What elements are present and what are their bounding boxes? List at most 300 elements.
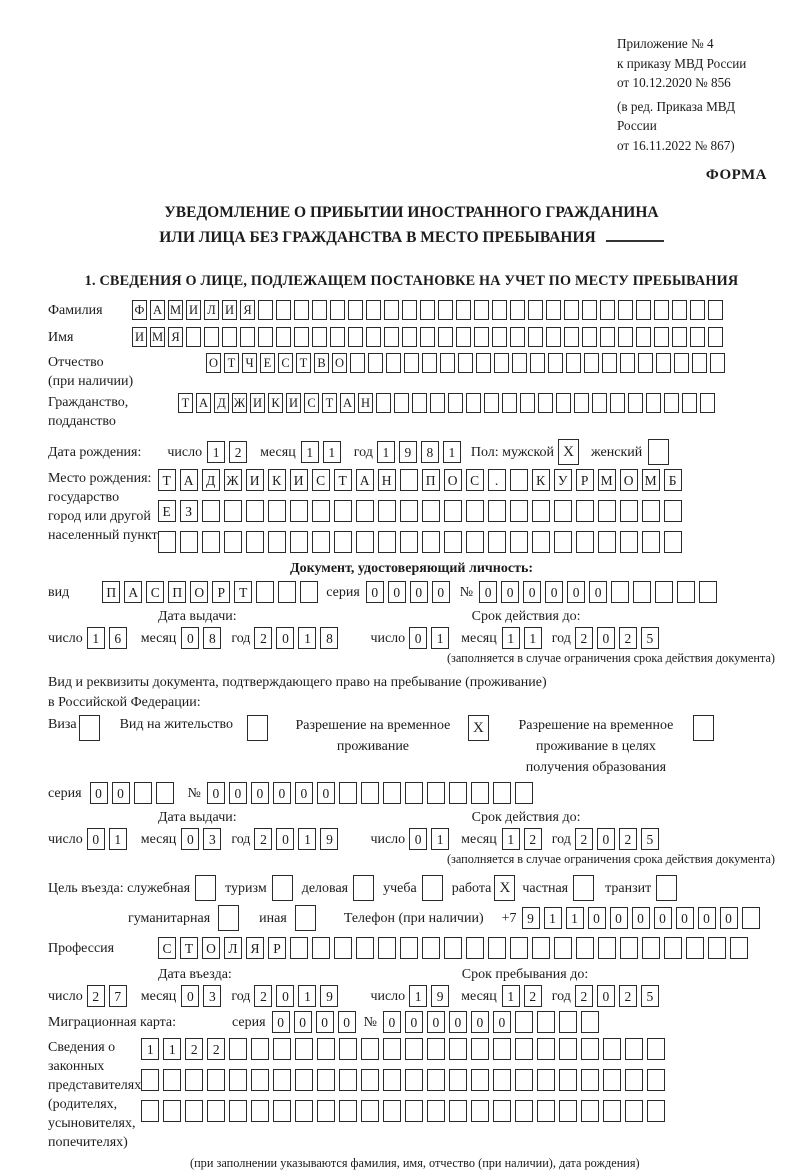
char-box[interactable]: О [206, 353, 221, 373]
char-box[interactable] [383, 782, 401, 804]
char-box[interactable]: И [132, 327, 147, 347]
char-box[interactable] [532, 500, 550, 522]
char-box[interactable] [456, 300, 471, 320]
char-box[interactable] [620, 937, 638, 959]
char-box[interactable] [584, 353, 599, 373]
char-box[interactable]: 1 [298, 828, 316, 850]
char-box[interactable]: Т [234, 581, 252, 603]
char-box[interactable] [474, 327, 489, 347]
char-box[interactable] [742, 907, 760, 929]
char-box[interactable] [510, 531, 528, 553]
char-box[interactable]: 1 [323, 441, 341, 463]
char-box[interactable] [532, 937, 550, 959]
char-box[interactable]: 0 [229, 782, 247, 804]
char-box[interactable]: 1 [544, 907, 562, 929]
char-box[interactable]: 8 [203, 627, 221, 649]
char-box[interactable] [654, 327, 669, 347]
char-box[interactable] [258, 300, 273, 320]
char-box[interactable]: 0 [276, 828, 294, 850]
char-box[interactable] [493, 1100, 511, 1122]
sex-female-checkbox[interactable] [648, 439, 669, 465]
char-box[interactable]: 1 [301, 441, 319, 463]
char-box[interactable] [383, 1100, 401, 1122]
char-box[interactable]: 1 [207, 441, 225, 463]
char-box[interactable] [456, 327, 471, 347]
char-box[interactable] [294, 300, 309, 320]
char-box[interactable] [581, 1069, 599, 1091]
char-box[interactable] [674, 353, 689, 373]
residence-permit-checkbox[interactable] [247, 715, 268, 741]
temp-residence-edu-checkbox[interactable] [693, 715, 714, 741]
char-box[interactable]: О [190, 581, 208, 603]
char-box[interactable] [229, 1038, 247, 1060]
char-box[interactable] [330, 300, 345, 320]
char-box[interactable] [647, 1069, 665, 1091]
char-box[interactable]: М [642, 469, 660, 491]
char-box[interactable]: 0 [317, 782, 335, 804]
char-box[interactable]: 3 [203, 828, 221, 850]
char-box[interactable]: И [222, 300, 237, 320]
char-box[interactable] [448, 393, 463, 413]
char-box[interactable] [339, 1069, 357, 1091]
char-box[interactable] [576, 937, 594, 959]
char-box[interactable] [655, 581, 673, 603]
char-box[interactable]: Л [204, 300, 219, 320]
char-box[interactable] [537, 1011, 555, 1033]
char-box[interactable]: 0 [181, 985, 199, 1007]
char-box[interactable] [532, 531, 550, 553]
char-box[interactable] [581, 1038, 599, 1060]
char-box[interactable] [528, 327, 543, 347]
char-box[interactable] [202, 500, 220, 522]
char-box[interactable]: 1 [431, 828, 449, 850]
char-box[interactable] [356, 531, 374, 553]
char-box[interactable] [295, 1100, 313, 1122]
char-box[interactable]: М [168, 300, 183, 320]
temp-residence-checkbox[interactable]: X [468, 715, 489, 741]
char-box[interactable] [520, 393, 535, 413]
char-box[interactable] [493, 782, 511, 804]
char-box[interactable]: О [332, 353, 347, 373]
char-box[interactable]: 2 [619, 627, 637, 649]
char-box[interactable] [427, 1038, 445, 1060]
char-box[interactable]: О [620, 469, 638, 491]
visa-checkbox[interactable] [79, 715, 100, 741]
char-box[interactable] [494, 353, 509, 373]
char-box[interactable] [405, 1100, 423, 1122]
char-box[interactable]: Ф [132, 300, 147, 320]
char-box[interactable] [427, 782, 445, 804]
char-box[interactable]: 0 [405, 1011, 423, 1033]
char-box[interactable]: 0 [90, 782, 108, 804]
char-box[interactable] [537, 1038, 555, 1060]
char-box[interactable]: Е [158, 500, 176, 522]
char-box[interactable]: Т [334, 469, 352, 491]
char-box[interactable] [654, 300, 669, 320]
char-box[interactable] [620, 500, 638, 522]
char-box[interactable]: 2 [254, 828, 272, 850]
char-box[interactable]: 0 [273, 782, 291, 804]
char-box[interactable]: 0 [112, 782, 130, 804]
char-box[interactable] [636, 327, 651, 347]
char-box[interactable]: 1 [566, 907, 584, 929]
char-box[interactable] [156, 782, 174, 804]
char-box[interactable] [546, 327, 561, 347]
char-box[interactable] [356, 937, 374, 959]
char-box[interactable] [581, 1100, 599, 1122]
char-box[interactable]: А [180, 469, 198, 491]
char-box[interactable] [484, 393, 499, 413]
char-box[interactable]: 0 [207, 782, 225, 804]
char-box[interactable] [420, 327, 435, 347]
char-box[interactable] [334, 937, 352, 959]
char-box[interactable] [554, 937, 572, 959]
char-box[interactable] [598, 531, 616, 553]
char-box[interactable] [566, 353, 581, 373]
char-box[interactable]: 1 [109, 828, 127, 850]
char-box[interactable]: 0 [410, 581, 428, 603]
char-box[interactable]: 2 [87, 985, 105, 1007]
char-box[interactable] [405, 1069, 423, 1091]
char-box[interactable]: П [168, 581, 186, 603]
char-box[interactable] [207, 1100, 225, 1122]
char-box[interactable] [444, 531, 462, 553]
char-box[interactable] [405, 1038, 423, 1060]
char-box[interactable] [512, 353, 527, 373]
char-box[interactable]: Н [378, 469, 396, 491]
char-box[interactable]: О [202, 937, 220, 959]
char-box[interactable]: 0 [272, 1011, 290, 1033]
char-box[interactable]: И [246, 469, 264, 491]
char-box[interactable] [276, 300, 291, 320]
char-box[interactable]: 0 [720, 907, 738, 929]
char-box[interactable]: 0 [181, 828, 199, 850]
char-box[interactable] [268, 531, 286, 553]
char-box[interactable]: Т [322, 393, 337, 413]
char-box[interactable] [530, 353, 545, 373]
char-box[interactable] [376, 393, 391, 413]
char-box[interactable]: И [286, 393, 301, 413]
char-box[interactable] [384, 327, 399, 347]
purpose-tourism-checkbox[interactable] [272, 875, 293, 901]
char-box[interactable] [564, 300, 579, 320]
char-box[interactable]: 2 [207, 1038, 225, 1060]
char-box[interactable] [400, 937, 418, 959]
char-box[interactable] [402, 300, 417, 320]
char-box[interactable] [493, 1069, 511, 1091]
char-box[interactable] [642, 937, 660, 959]
char-box[interactable] [348, 300, 363, 320]
char-box[interactable] [625, 1038, 643, 1060]
char-box[interactable]: 1 [377, 441, 395, 463]
char-box[interactable] [574, 393, 589, 413]
char-box[interactable] [258, 327, 273, 347]
char-box[interactable] [386, 353, 401, 373]
char-box[interactable] [664, 500, 682, 522]
char-box[interactable]: 1 [298, 627, 316, 649]
char-box[interactable] [317, 1069, 335, 1091]
char-box[interactable] [493, 1038, 511, 1060]
char-box[interactable] [366, 300, 381, 320]
char-box[interactable] [611, 581, 629, 603]
char-box[interactable]: Я [168, 327, 183, 347]
purpose-official-checkbox[interactable] [195, 875, 216, 901]
char-box[interactable]: У [554, 469, 572, 491]
char-box[interactable] [656, 353, 671, 373]
char-box[interactable]: 0 [251, 782, 269, 804]
char-box[interactable] [642, 531, 660, 553]
char-box[interactable] [378, 500, 396, 522]
char-box[interactable]: 0 [383, 1011, 401, 1033]
char-box[interactable]: В [314, 353, 329, 373]
char-box[interactable] [383, 1038, 401, 1060]
char-box[interactable] [339, 1100, 357, 1122]
char-box[interactable] [312, 937, 330, 959]
char-box[interactable] [603, 1100, 621, 1122]
char-box[interactable] [422, 353, 437, 373]
char-box[interactable]: 2 [185, 1038, 203, 1060]
char-box[interactable] [400, 469, 418, 491]
char-box[interactable] [466, 937, 484, 959]
char-box[interactable] [404, 353, 419, 373]
char-box[interactable]: 1 [443, 441, 461, 463]
char-box[interactable]: 0 [276, 627, 294, 649]
char-box[interactable] [620, 531, 638, 553]
char-box[interactable] [290, 500, 308, 522]
char-box[interactable]: Е [260, 353, 275, 373]
char-box[interactable]: 0 [589, 581, 607, 603]
char-box[interactable]: 1 [298, 985, 316, 1007]
char-box[interactable]: 0 [610, 907, 628, 929]
char-box[interactable]: 5 [641, 985, 659, 1007]
char-box[interactable] [708, 327, 723, 347]
char-box[interactable] [510, 937, 528, 959]
char-box[interactable]: М [598, 469, 616, 491]
char-box[interactable] [488, 500, 506, 522]
char-box[interactable] [625, 1100, 643, 1122]
char-box[interactable] [692, 353, 707, 373]
char-box[interactable]: М [150, 327, 165, 347]
char-box[interactable]: 0 [409, 828, 427, 850]
char-box[interactable] [295, 1038, 313, 1060]
char-box[interactable] [134, 782, 152, 804]
char-box[interactable] [449, 1038, 467, 1060]
char-box[interactable]: Т [296, 353, 311, 373]
char-box[interactable]: Д [202, 469, 220, 491]
char-box[interactable] [402, 327, 417, 347]
purpose-humanitarian-checkbox[interactable] [218, 905, 239, 931]
char-box[interactable] [592, 393, 607, 413]
char-box[interactable] [366, 327, 381, 347]
char-box[interactable] [618, 300, 633, 320]
char-box[interactable] [610, 393, 625, 413]
char-box[interactable]: Н [358, 393, 373, 413]
char-box[interactable] [620, 353, 635, 373]
char-box[interactable]: 2 [619, 985, 637, 1007]
char-box[interactable] [700, 393, 715, 413]
char-box[interactable] [334, 500, 352, 522]
char-box[interactable]: 0 [597, 985, 615, 1007]
char-box[interactable] [682, 393, 697, 413]
char-box[interactable] [672, 327, 687, 347]
char-box[interactable] [330, 327, 345, 347]
char-box[interactable] [598, 500, 616, 522]
char-box[interactable] [251, 1100, 269, 1122]
char-box[interactable]: 2 [254, 985, 272, 1007]
char-box[interactable] [664, 393, 679, 413]
char-box[interactable] [290, 937, 308, 959]
char-box[interactable] [708, 937, 726, 959]
char-box[interactable]: 0 [501, 581, 519, 603]
char-box[interactable] [537, 1100, 555, 1122]
char-box[interactable] [427, 1100, 445, 1122]
char-box[interactable] [427, 1069, 445, 1091]
char-box[interactable] [317, 1038, 335, 1060]
char-box[interactable]: Т [180, 937, 198, 959]
char-box[interactable] [708, 300, 723, 320]
char-box[interactable]: 0 [366, 581, 384, 603]
char-box[interactable] [141, 1069, 159, 1091]
char-box[interactable] [515, 782, 533, 804]
char-box[interactable]: 9 [522, 907, 540, 929]
char-box[interactable] [334, 531, 352, 553]
char-box[interactable]: Т [158, 469, 176, 491]
char-box[interactable]: 0 [632, 907, 650, 929]
char-box[interactable] [202, 531, 220, 553]
char-box[interactable]: 2 [524, 985, 542, 1007]
char-box[interactable] [582, 327, 597, 347]
char-box[interactable] [471, 782, 489, 804]
char-box[interactable] [268, 500, 286, 522]
char-box[interactable] [394, 393, 409, 413]
char-box[interactable]: К [532, 469, 550, 491]
char-box[interactable] [537, 1069, 555, 1091]
char-box[interactable] [690, 300, 705, 320]
char-box[interactable] [471, 1100, 489, 1122]
purpose-business-checkbox[interactable] [353, 875, 374, 901]
char-box[interactable] [339, 782, 357, 804]
char-box[interactable] [438, 300, 453, 320]
char-box[interactable]: Р [212, 581, 230, 603]
char-box[interactable] [405, 782, 423, 804]
char-box[interactable] [430, 393, 445, 413]
char-box[interactable]: Р [268, 937, 286, 959]
char-box[interactable] [576, 500, 594, 522]
char-box[interactable]: 0 [338, 1011, 356, 1033]
char-box[interactable]: 9 [320, 985, 338, 1007]
char-box[interactable]: 0 [316, 1011, 334, 1033]
char-box[interactable] [476, 353, 491, 373]
char-box[interactable] [312, 531, 330, 553]
char-box[interactable]: Т [224, 353, 239, 373]
char-box[interactable]: 5 [641, 828, 659, 850]
char-box[interactable]: 0 [409, 627, 427, 649]
char-box[interactable] [422, 937, 440, 959]
char-box[interactable]: 0 [588, 907, 606, 929]
char-box[interactable] [672, 300, 687, 320]
char-box[interactable] [582, 300, 597, 320]
char-box[interactable]: 9 [431, 985, 449, 1007]
char-box[interactable] [420, 300, 435, 320]
char-box[interactable]: 0 [181, 627, 199, 649]
char-box[interactable] [312, 300, 327, 320]
char-box[interactable] [348, 327, 363, 347]
char-box[interactable]: 2 [619, 828, 637, 850]
char-box[interactable]: 0 [545, 581, 563, 603]
char-box[interactable] [510, 327, 525, 347]
char-box[interactable] [625, 1069, 643, 1091]
char-box[interactable]: Р [576, 469, 594, 491]
purpose-study-checkbox[interactable] [422, 875, 443, 901]
char-box[interactable] [312, 327, 327, 347]
char-box[interactable] [603, 1069, 621, 1091]
char-box[interactable] [361, 1100, 379, 1122]
char-box[interactable] [276, 327, 291, 347]
char-box[interactable]: 0 [449, 1011, 467, 1033]
char-box[interactable] [636, 300, 651, 320]
char-box[interactable] [278, 581, 296, 603]
char-box[interactable] [559, 1069, 577, 1091]
char-box[interactable] [633, 581, 651, 603]
char-box[interactable] [538, 393, 553, 413]
char-box[interactable] [628, 393, 643, 413]
char-box[interactable]: Л [224, 937, 242, 959]
char-box[interactable] [317, 1100, 335, 1122]
char-box[interactable]: 3 [203, 985, 221, 1007]
char-box[interactable]: С [158, 937, 176, 959]
char-box[interactable] [224, 531, 242, 553]
char-box[interactable] [576, 531, 594, 553]
char-box[interactable] [141, 1100, 159, 1122]
char-box[interactable] [185, 1069, 203, 1091]
char-box[interactable] [528, 300, 543, 320]
char-box[interactable]: С [466, 469, 484, 491]
char-box[interactable]: А [150, 300, 165, 320]
char-box[interactable]: 1 [431, 627, 449, 649]
char-box[interactable]: С [304, 393, 319, 413]
char-box[interactable] [471, 1038, 489, 1060]
char-box[interactable] [510, 500, 528, 522]
char-box[interactable] [384, 300, 399, 320]
char-box[interactable] [222, 327, 237, 347]
char-box[interactable]: 0 [493, 1011, 511, 1033]
char-box[interactable] [294, 327, 309, 347]
char-box[interactable] [449, 782, 467, 804]
char-box[interactable]: 0 [388, 581, 406, 603]
char-box[interactable] [400, 500, 418, 522]
char-box[interactable] [356, 500, 374, 522]
char-box[interactable]: 0 [698, 907, 716, 929]
char-box[interactable]: П [422, 469, 440, 491]
char-box[interactable]: 0 [676, 907, 694, 929]
char-box[interactable] [229, 1100, 247, 1122]
char-box[interactable]: 8 [320, 627, 338, 649]
char-box[interactable] [312, 500, 330, 522]
char-box[interactable] [466, 393, 481, 413]
char-box[interactable]: И [186, 300, 201, 320]
char-box[interactable]: 0 [276, 985, 294, 1007]
char-box[interactable]: С [278, 353, 293, 373]
char-box[interactable] [383, 1069, 401, 1091]
char-box[interactable]: 1 [87, 627, 105, 649]
char-box[interactable]: 2 [575, 985, 593, 1007]
char-box[interactable]: 0 [654, 907, 672, 929]
char-box[interactable]: Ж [224, 469, 242, 491]
char-box[interactable] [556, 393, 571, 413]
char-box[interactable]: 8 [421, 441, 439, 463]
char-box[interactable] [618, 327, 633, 347]
char-box[interactable]: О [444, 469, 462, 491]
